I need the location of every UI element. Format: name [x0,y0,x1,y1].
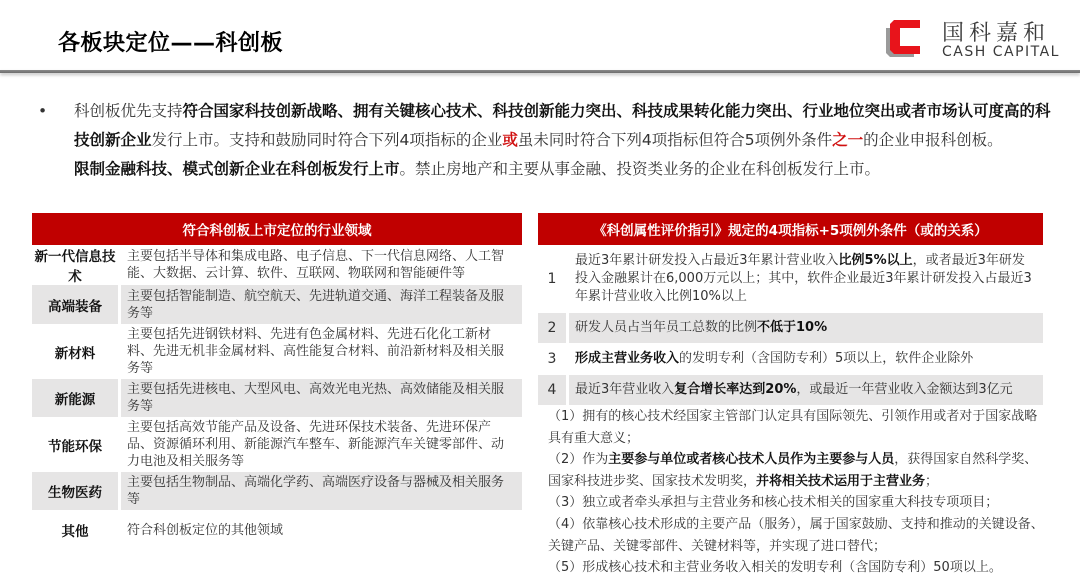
intro-segment: 虽未同时符合下列4项指标但符合5项例外条件 [517,131,833,149]
table-row [32,510,522,550]
criteria-number: 4 [538,375,569,405]
table-row [32,379,522,417]
intro-segment-highlight: 之一 [832,131,864,149]
intro-segment: 。禁止房地产和主要从事金融、投资类业务的企业在科创板发行上市。 [399,160,881,178]
criteria-text: 形成主营业务收入的发明专利（含国防专利）5项以上，软件企业除外 [575,351,974,366]
exception-item: （2）作为主要参与单位或者核心技术人员作为主要参与人员，获得国家自然科学奖、国家科技进步奖、国家技术发明奖，并将相关技术运用于主营业务； [548,452,1038,489]
industry-description: 主要包括先进核电、大型风电、高效光电光热、高效储能及相关服务等 [121,379,522,417]
table-row [538,245,1043,313]
industry-category: 生物医药 [32,472,121,510]
header-divider [0,70,1080,73]
criteria-number: 1 [538,245,569,313]
exception-item: （3）独立或者牵头承担与主营业务和核心技术相关的国家重大科技专项项目； [548,495,999,511]
industry-table [32,213,522,550]
criteria-number: 2 [538,313,569,343]
industry-category: 其他 [32,510,121,550]
table-row [32,285,522,324]
industry-category: 新一代信息技术 [32,245,121,285]
intro-text [74,97,1058,184]
table-row [538,343,1043,375]
industry-description: 符合科创板定位的其他领域 [127,522,284,538]
table-row [538,313,1043,343]
table-row [32,472,522,510]
criteria-number: 3 [538,343,569,375]
industry-category: 高端装备 [32,285,121,324]
industry-description: 主要包括高效节能产品及设备、先进环保技术装备、先进环保产品、资源循环利用、新能源汽车整车、新能源汽车关键零部件、动力电池及相关服务等 [127,420,505,469]
industry-category: 新能源 [32,379,121,417]
cash-capital-c-logo-icon [884,18,922,58]
exception-item: （4）依靠核心技术形成的主要产品（服务），属于国家鼓励、支持和推动的关键设备、关键产品、关键零部件、关键材料等，并实现了进口替代； [548,516,1044,554]
exception-conditions [548,406,1048,579]
intro-segment-bold: 限制金融科技、模式创新企业在科创板发行上市 [74,160,400,178]
table-row [32,417,522,472]
company-logo [880,12,1070,64]
logo-name-cn: 国科嘉和 [942,21,1051,46]
intro-segment-highlight: 或 [502,131,518,149]
industry-description: 主要包括智能制造、航空航天、先进轨道交通、海洋工程装备及服务等 [121,285,522,324]
criteria-text: 研发人员占当年员工总数的比例不低于10% [569,313,1043,343]
intro-segment-bold: 符合国家科技创新战略、拥有关键核心技术、科技创新能力突出、科技成果转化能力突出、行业地位突出或者市场认可度高的科技创新企业 [74,102,1051,149]
criteria-text: 最近3年累计研发投入占最近3年累计营业收入比例5%以上，或者最近3年研发投入金融累计在6,000万元以上；其中，软件企业最近3年累计研发投入占最近3年累计营业收入比例10%以上 [575,253,1032,304]
intro-segment: 的企业申报科创板。 [863,131,1003,149]
logo-name-en: CASH CAPITAL [942,44,1060,60]
intro-paragraph [38,97,1058,184]
intro-segment: 发行上市。支持和鼓励同时符合下列4项指标的企业 [151,131,503,149]
intro-segment: 科创板优先支持 [74,102,183,120]
criteria-table-header: 《科创属性评价指引》规定的4项指标+5项例外条件（或的关系） [538,213,1043,245]
page-title: 各板块定位——科创板 [58,31,284,56]
industry-description: 主要包括生物制品、高端化学药、高端医疗设备与器械及相关服务等 [121,472,522,510]
industry-table-header: 符合科创板上市定位的行业领域 [32,213,522,245]
exception-item: （1）拥有的核心技术经国家主管部门认定具有国际领先、引领作用或者对于国家战略具有重大意义； [548,409,1038,446]
criteria-table [538,213,1043,405]
industry-description: 主要包括先进钢铁材料、先进有色金属材料、先进石化化工新材料、先进无机非金属材料、高性能复合材料、前沿新材料及相关服务等 [127,327,505,376]
industry-description: 主要包括半导体和集成电路、电子信息、下一代信息网络、人工智能、大数据、云计算、软件、互联网、物联网和智能硬件等 [127,249,505,281]
criteria-text: 最近3年营业收入复合增长率达到20%，或最近一年营业收入金额达到3亿元 [569,375,1043,405]
table-row [32,324,522,379]
table-row [32,245,522,285]
exception-item: （5）形成核心技术和主营业务收入相关的发明专利（含国防专利）50项以上。 [548,560,1002,576]
bullet-icon: • [38,102,48,120]
industry-category: 新材料 [32,324,121,379]
table-row [538,375,1043,405]
industry-category: 节能环保 [32,417,121,472]
